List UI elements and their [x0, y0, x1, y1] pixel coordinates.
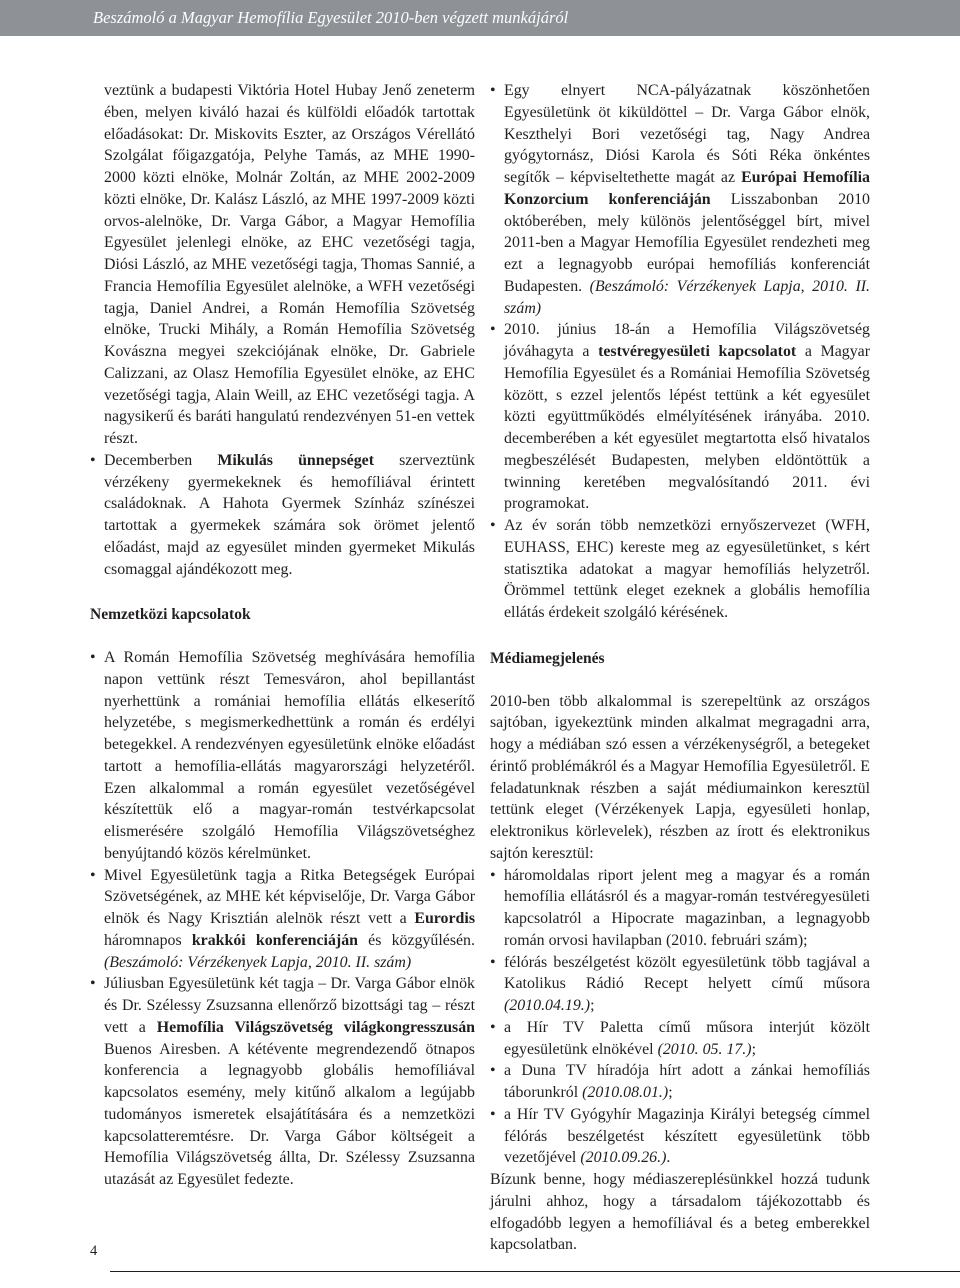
intro-continuation: veztünk a budapesti Viktória Hotel Hubay Jenő zeneterm ében, melyen kiváló hazai és külföldi előadók tartottak előadásokat: Dr. Miskovits Eszter, az Országos Vérellátó Szolgálat főigazgatója, Pelyhe Tamás, az MHE 1990-2000 közti elnöke, Molnár Zoltán, az MHE 2002-2009 közti elnöke, Dr. Kalász László, az MHE 1997-2009 közti orvos-alelnöke, Dr. Varga Gábor, a Magyar Hemofília Egyesület jelenlegi elnöke, az EHC vezetőségi tagja, Diósi László, az MHE vezetőségi tagja, Thomas Sannié, a Francia Hemofília Egyesület alelnöke, a WFH vezetőségi tagja, Daniel Andrei, a Román Hemofília Szövetség elnöke, Trucki Mihály, a Román Hemofília Szövetség Kovászna megyei szekciójának elnöke, Dr. Gabriele Calizzani, az Olasz Hemofília Egyesület elnöke, az EHC vezetőségi tagja, Alain Weill, az EHC vezetőségi tagja. A nagysikerű és baráti hangulatú rendezvényen 51-en vettek részt. [104, 82, 475, 447]
list-item-katolikus-radio: • félórás beszélgetést közölt egyesületünk több tagjával a Katolikus Rádió Recept helyett című műsora (2010.04.19.); [490, 952, 870, 1017]
list-item-nca: • Egy elnyert NCA-pályázatnak köszönhetően Egyesületünk öt kiküldöttel – Dr. Varga Gábor elnök, Keszthelyi Bori vezetőségi tag, Nagy Andrea gyógytornász, Diósi Karola és Sóti Réka önkéntes segítők – képviseltethette magát az Európai Hemofília Konzorcium konferenciáján Lisszabonban 2010 októberében, mely különös jelentőséggel bírt, mivel 2011-ben a Magyar Hemofília Egyesület rendezheti meg ezt a legnagyobb európai hemofíliás konferenciát Budapesten. (Beszámoló: Vérzékenyek Lapja, 2010. II. szám) [490, 80, 870, 319]
page-number: 4 [90, 1243, 98, 1259]
list-item-gyogyhir: • a Hír TV Gyógyhír Magazinja Királyi betegség címmel félórás beszélgetést készített egyesületünk több vezetőjével (2010.09.26.). [490, 1104, 870, 1169]
list-item-twinning: • 2010. június 18-án a Hemofília Világszövetség jóváhagyta a testvéregyesületi kapcsolatot a Magyar Hemofília Egyesület és a Romániai Hemofília Szövetség között, s ezzel jelentős lépést tettünk a két egyesület közti együttműködés elmélyítésének irányába. 2010. decemberében a két egyesület megtartotta első hivatalos megbeszélését Budapesten, melyben eldöntöttük a twinning keretében megvalósítandó 2011. évi programokat. [490, 319, 870, 515]
header-title: Beszámoló a Magyar Hemofília Egyesület 2010-ben végzett munkájáról [93, 8, 569, 27]
international-list [90, 647, 475, 1191]
list-item-romania: • A Román Hemofília Szövetség meghívására hemofília napon vettünk részt Temesváron, ahol bepillantást nyerhettünk a romániai hemofília ellátás elkeserítő helyzetébe, s megismerkedhettünk a román és erdélyi betegekkel. A rendezvényen egyesületünk elnöke előadást tartott a hemofília-ellátás magyarországi helyzetéről. Ezen alkalommal a román egyesület vezetőségével készítettük elő a magyar-román testvérkapcsolat elismerésére szolgáló Hemofília Világszövetséghez benyújtandó közös kérelmünket. [90, 647, 475, 865]
list-item-duna-tv: • a Duna TV híradója hírt adott a zánkai hemofíliás táborunkról (2010.08.01.); [490, 1060, 870, 1104]
list-item-hir-tv-paletta: • a Hír TV Paletta című műsora interjút közölt egyesületünk elnökével (2010. 05. 17.); [490, 1017, 870, 1061]
list-item-mikulas: • Decemberben Mikulás ünnepséget szerveztünk vérzékeny gyermekeknek és hemofíliával érintett családoknak. A Hahota Gyermek Színház színészei tartottak a gyermekek számára sok örömet jelentő előadást, majd az egyesület minden gyermeket Mikulás csomaggal ajándékozott meg. [90, 450, 475, 581]
page-header [0, 0, 960, 36]
right-column [490, 80, 870, 1256]
heading-media: Médiamegjelenés [490, 649, 605, 667]
list-item-wfh-congress: • Júliusban Egyesületünk két tagja – Dr. Varga Gábor elnök és Dr. Szélessy Zsuzsanna ellenőrző bizottsági tag – részt vett a Hemofília Világszövetség világkongresszusán Buenos Airesben. A kétévente megrendezendő ötnapos konferencia a legnagyobb globális hemofíliával kapcsolatos esemény, mely kitűnő alkalom a legújabb tudományos ismeretek elsajátítására és a nemzetközi kapcsolatteremtésre. Dr. Varga Gábor költségeit a Hemofília Világszövetség állta, Dr. Szélessy Zsuzsanna utazását az Egyesület fedezte. [90, 973, 475, 1191]
closing-paragraph: Bízunk benne, hogy médiaszereplésünkkel hozzá tudunk járulni ahhoz, hogy a társadalom tájékozottabb és elfogadóbb legyen a hemofíliával és a beteg emberekkel kapcsolatban. [490, 1171, 870, 1254]
bottom-rule [110, 1271, 960, 1272]
list-item-umbrella-orgs: • Az év során több nemzetközi ernyőszervezet (WFH, EUHASS, EHC) kereste meg az egyesületünket, s kért statisztika adatokat a magyar hemofíliás helyzetről. Örömmel tettünk eleget ezeknek a globális hemofília ellátás érdekeit szolgáló kérésének. [490, 515, 870, 624]
list-item-eurordis: • Mivel Egyesületünk tagja a Ritka Betegségek Európai Szövetségének, az MHE két képviselője, Dr. Varga Gábor elnök és Nagy Krisztián alelnök részt vett a Eurordis háromnapos krakkói konferenciáján és közgyűlésén. (Beszámoló: Vérzékenyek Lapja, 2010. II. szám) [90, 865, 475, 974]
media-intro: 2010-ben több alkalommal is szerepeltünk az országos sajtóban, igyekeztünk minden alkalmat megragadni arra, hogy a médiában szó essen a vérzékenységről, a betegeket érintő problémákról és a Magyar Hemofília Egyesületről. E feladatunknak részben a saját médiumainkon keresztül tettünk eleget (Vérzékenyek Lapja, egyesületi honlap, elektronikus körlevelek), részben az írott és elektronikus sajtón keresztül: [490, 692, 870, 862]
heading-international: Nemzetközi kapcsolatok [90, 606, 251, 624]
international-list-continued [490, 80, 870, 624]
list-item-hipocrate: • háromoldalas riport jelent meg a magyar és a román hemofília ellátásról és a magyar-román testvéregyesületi kapcsolatról a Hipocrate magazinban, a legnagyobb román orvosi havilapban (2010. februári szám); [490, 865, 870, 952]
media-list [490, 865, 870, 1170]
left-column [90, 80, 475, 1191]
event-list [90, 450, 475, 581]
